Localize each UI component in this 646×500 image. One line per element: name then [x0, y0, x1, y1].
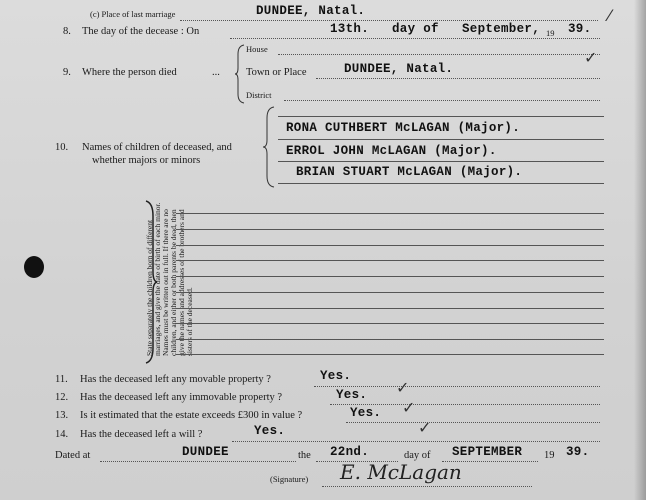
item10-number: 10.: [55, 142, 69, 153]
item9-district-line: [284, 100, 600, 101]
item8-year: 39.: [568, 22, 592, 36]
dated-month: SEPTEMBER: [452, 445, 523, 459]
item8-label: The day of the decease : On: [82, 26, 200, 37]
dated-place: DUNDEE: [182, 445, 229, 459]
blank-line-3: [176, 245, 604, 246]
child-name-3: BRIAN STUART McLAGAN (Major).: [296, 165, 523, 179]
item10-line-2: [278, 161, 604, 162]
blank-line-2: [176, 229, 604, 230]
dated-the: the: [298, 450, 311, 461]
child-name-2: ERROL JOHN McLAGAN (Major).: [286, 144, 497, 158]
item12-line: [330, 404, 600, 405]
item14-number: 14.: [55, 429, 69, 440]
item9-town-label: Town or Place: [246, 67, 307, 78]
blank-line-9: [176, 339, 604, 340]
marriage-place-line: [180, 20, 598, 21]
item9-house-line: [278, 54, 600, 55]
item13-label: Is it estimated that the estate exceeds £300 in value ?: [80, 410, 303, 421]
signature-value: E. McLagan: [340, 460, 462, 484]
dated-year-prefix: 19: [544, 450, 555, 461]
side-note-text: State separately the children born of different marriages, and give the date of birth of each minor. Names must be written out in full. If there are no children, and either or both parents be dead, then give the names and addresses of the brothers and sisters of the deceased.: [145, 202, 194, 356]
item13-line: [346, 422, 600, 423]
side-note-brace: [144, 200, 158, 364]
item8-number: 8.: [63, 26, 71, 37]
item12-number: 12.: [55, 392, 69, 403]
item10-label-line2: whether majors or minors: [92, 155, 201, 166]
item9-label: Where the person died: [82, 67, 177, 78]
item8-year-prefix: 19: [546, 28, 555, 38]
item14-line: [232, 441, 600, 442]
item13-number: 13.: [55, 410, 69, 421]
check-mark-icon: ⁄: [608, 6, 611, 25]
item10-label-line1: Names of children of deceased, and: [82, 142, 232, 153]
blank-line-4: [176, 260, 604, 261]
item9-town-value: DUNDEE, Natal.: [344, 62, 454, 76]
marriage-place-label: (c) Place of last marriage: [90, 9, 176, 19]
check-mark-icon: ✓: [584, 48, 598, 67]
blank-line-6: [176, 292, 604, 293]
blank-line-7: [176, 308, 604, 309]
item13-value: Yes.: [350, 406, 382, 420]
item10-line-top: [278, 116, 604, 117]
item11-line: [314, 386, 600, 387]
check-mark-icon: ✓: [418, 418, 432, 437]
item8-month: September,: [462, 22, 541, 36]
item9-number: 9.: [63, 67, 71, 78]
page-edge-shadow: [634, 0, 646, 500]
item10-line-3: [278, 183, 604, 184]
item14-label: Has the deceased left a will ?: [80, 429, 203, 440]
blank-line-5: [176, 276, 604, 277]
signature-line: [322, 486, 532, 487]
item12-label: Has the deceased left any immovable property ?: [80, 392, 283, 403]
item8-day: 13th.: [330, 22, 370, 36]
item14-value: Yes.: [254, 424, 286, 438]
child-name-1: RONA CUTHBERT McLAGAN (Major).: [286, 121, 521, 135]
item11-value: Yes.: [320, 369, 352, 383]
item12-value: Yes.: [336, 388, 368, 402]
item11-label: Has the deceased left any movable property ?: [80, 374, 271, 385]
signature-label: (Signature): [270, 474, 309, 484]
dated-year: 39.: [566, 445, 590, 459]
item9-ellipsis: ...: [212, 67, 220, 78]
dated-label: Dated at: [55, 450, 91, 461]
dated-day-of: day of: [404, 450, 431, 461]
marriage-place-value: DUNDEE, Natal.: [256, 4, 366, 18]
punch-hole: [24, 256, 44, 278]
item8-line: [230, 38, 600, 39]
check-mark-icon: ✓: [402, 398, 416, 417]
item9-brace: [234, 44, 246, 104]
dated-place-line: [100, 461, 296, 462]
item9-district-label: District: [246, 90, 272, 100]
blank-line-10: [176, 354, 604, 355]
blank-line-1: [176, 213, 604, 214]
dated-day: 22nd.: [330, 445, 370, 459]
item10-brace: [262, 106, 276, 188]
item10-line-1: [278, 139, 604, 140]
blank-line-8: [176, 323, 604, 324]
item8-day-of: day of: [392, 22, 439, 36]
item11-number: 11.: [55, 374, 68, 385]
item9-house-label: House: [246, 44, 268, 54]
item9-town-line: [316, 78, 600, 79]
check-mark-icon: ✓: [396, 378, 410, 397]
